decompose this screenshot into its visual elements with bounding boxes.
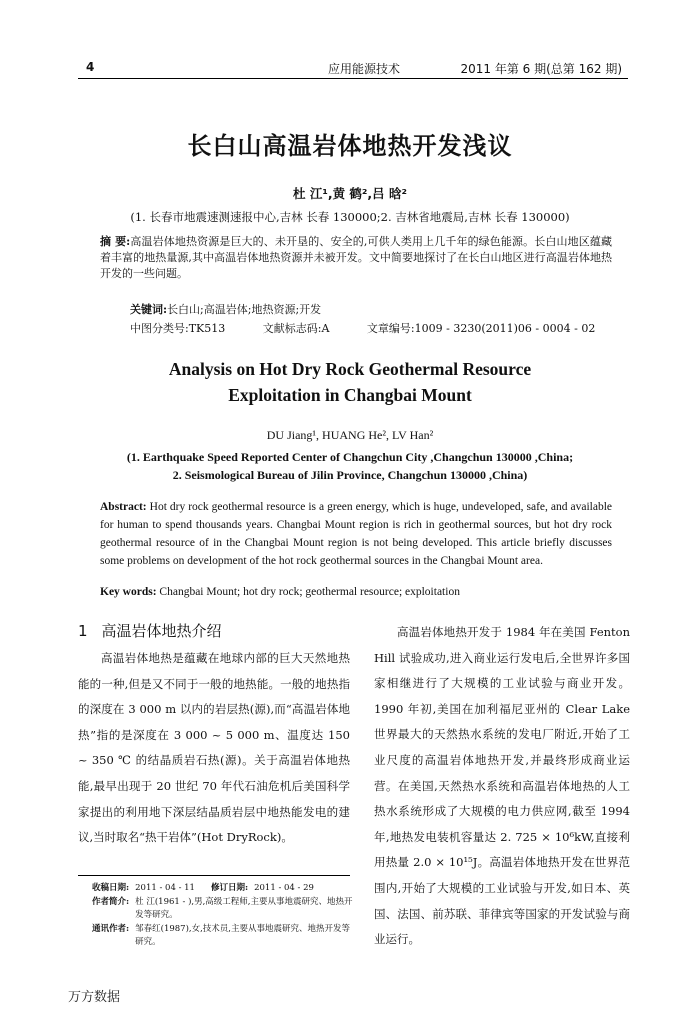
- right-column: [374, 620, 630, 953]
- chinese-affiliation: (1. 长春市地震速测速报中心,吉林 长春 130000;2. 吉林省地震局,吉林 长春 130000): [130, 210, 570, 224]
- revised-label: 修订日期:: [210, 883, 249, 893]
- chinese-authors: 杜 江¹,黄 鹤²,吕 晗²: [293, 186, 407, 201]
- english-abstract: [100, 498, 612, 570]
- body-paragraph: 高温岩体地热开发于 1984 年在美国 Fenton Hill 试验成功,进入商业运行发电后,全世界许多国家相继进行了大规模的工业试验与商业开发。1990 年初,美国在加利福尼亚州的 Clear Lake 世界最大的天然热水系统的发电厂附近,开始了工业尺度的高温岩体地热开发,并最终形成商业运营。在美国,天然热水系统和高温岩体地热的人工热水系统形成了大规模的电力供应网,截至 1994 年,地热发电装机容量达 2. 725 × 10⁶kW,直接利用热量 2.0 × 10¹⁵J。高温岩体地热开发在世界范围内,开始了大规模的工业试验与开发,如日本、英国、法国、前苏联、菲律宾等国家的开发试验与商业运行。: [374, 625, 630, 947]
- classification-line: [130, 320, 612, 336]
- section-heading: [78, 620, 222, 641]
- english-affiliation-line1: (1. Earthquake Speed Reported Center of Changchun City ,Changchun 130000 ,China;: [126, 450, 574, 464]
- chinese-abstract-label: 摘 要:: [100, 235, 131, 248]
- english-affiliation: [0, 448, 700, 484]
- received-date: 2011 - 04 - 11: [135, 883, 195, 893]
- watermark: 万方数据: [68, 990, 121, 1005]
- article-number: 文章编号:1009 - 3230(2011)06 - 0004 - 02: [366, 322, 596, 335]
- footnote: [92, 882, 354, 950]
- footnote-dates: [92, 882, 354, 896]
- section-number: 1: [78, 622, 88, 640]
- chinese-keywords-text: 长白山;高温岩体;地热资源;开发: [167, 303, 322, 316]
- english-abstract-label: Abstract:: [100, 501, 147, 513]
- footnote-rule: [78, 875, 350, 876]
- english-abstract-text: Hot dry rock geothermal resource is a green energy, which is huge, undeveloped, safe, and available for human to spend thousands years. Changbai Mount region is rich in geothermal sources, but hot dry rock geothermal resource of in the Changbai Mount region is not being developed. This article briefly discusses some problems on development of the hot rock geothermal sources in the Changbai Mount area.: [100, 501, 613, 567]
- author-bio-label: 作者简介:: [92, 896, 130, 907]
- left-column: [78, 646, 350, 851]
- page-number: 4: [86, 60, 95, 74]
- chinese-keywords-label: 关键词:: [130, 303, 168, 316]
- english-title-line1: Analysis on Hot Dry Rock Geothermal Resource: [168, 359, 532, 379]
- revised-date: 2011 - 04 - 29: [254, 883, 314, 893]
- chinese-keywords: [130, 301, 612, 317]
- english-authors: DU Jiang¹, HUANG He², LV Han²: [266, 428, 434, 442]
- footnote-author: [92, 896, 354, 923]
- section-title: 高温岩体地热介绍: [101, 622, 222, 640]
- chinese-abstract: [100, 234, 612, 282]
- header-rule: [78, 78, 628, 79]
- issue-info: 2011 年第 6 期(总第 162 期): [460, 62, 622, 76]
- document-code: 文献标志码:A: [262, 322, 330, 335]
- author-bio: 杜 江(1961 - ),男,高级工程师,主要从事地震研究、地热开发等研究。: [135, 896, 353, 920]
- running-header: [78, 58, 628, 78]
- footnote-corresponding: [92, 923, 354, 950]
- chinese-abstract-text: 高温岩体地热资源是巨大的、未开垦的、安全的,可供人类用上几千年的绿色能源。长白山地区蕴藏着丰富的地热量源,其中高温岩体地热资源并未被开发。文中简要地探讨了在长白山地区进行高温岩体地热开发的一些问题。: [100, 235, 612, 280]
- english-keywords-text: Changbai Mount; hot dry rock; geothermal resource; exploitation: [159, 586, 460, 598]
- english-title: [0, 356, 700, 408]
- english-title-line2: Exploitation in Changbai Mount: [228, 385, 472, 405]
- chinese-title: 长白山高温岩体地热开发浅议: [187, 132, 513, 160]
- english-affiliation-line2: 2. Seismological Bureau of Jilin Province, Changchun 130000 ,China): [172, 468, 528, 482]
- clc-number: 中图分类号:TK513: [130, 322, 226, 335]
- english-keywords-label: Key words:: [100, 586, 157, 598]
- body-paragraph: 高温岩体地热是蕴藏在地球内部的巨大天然地热能的一种,但是又不同于一般的地热能。一般的地热指的深度在 3 000 m 以内的岩层热(源),而“高温岩体地热”指的是深度在 3 000 ~ 5 000 m、温度达 150 ~ 350 ℃ 的结晶质岩石热(源)。关于高温岩体地热能,最早出现于 20 世纪 70 年代石油危机后美国科学家提出的利用地下深层结晶质岩层中地热能发电的建议,当时取名“热干岩体”(Hot DryRock)。: [78, 651, 350, 845]
- received-label: 收稿日期:: [92, 883, 130, 893]
- corresponding-author: 邹春红(1987),女,技术员,主要从事地震研究、地热开发等研究。: [135, 923, 351, 947]
- english-keywords: [100, 586, 612, 598]
- corresponding-label: 通讯作者:: [92, 923, 130, 934]
- journal-name: 应用能源技术: [328, 62, 401, 76]
